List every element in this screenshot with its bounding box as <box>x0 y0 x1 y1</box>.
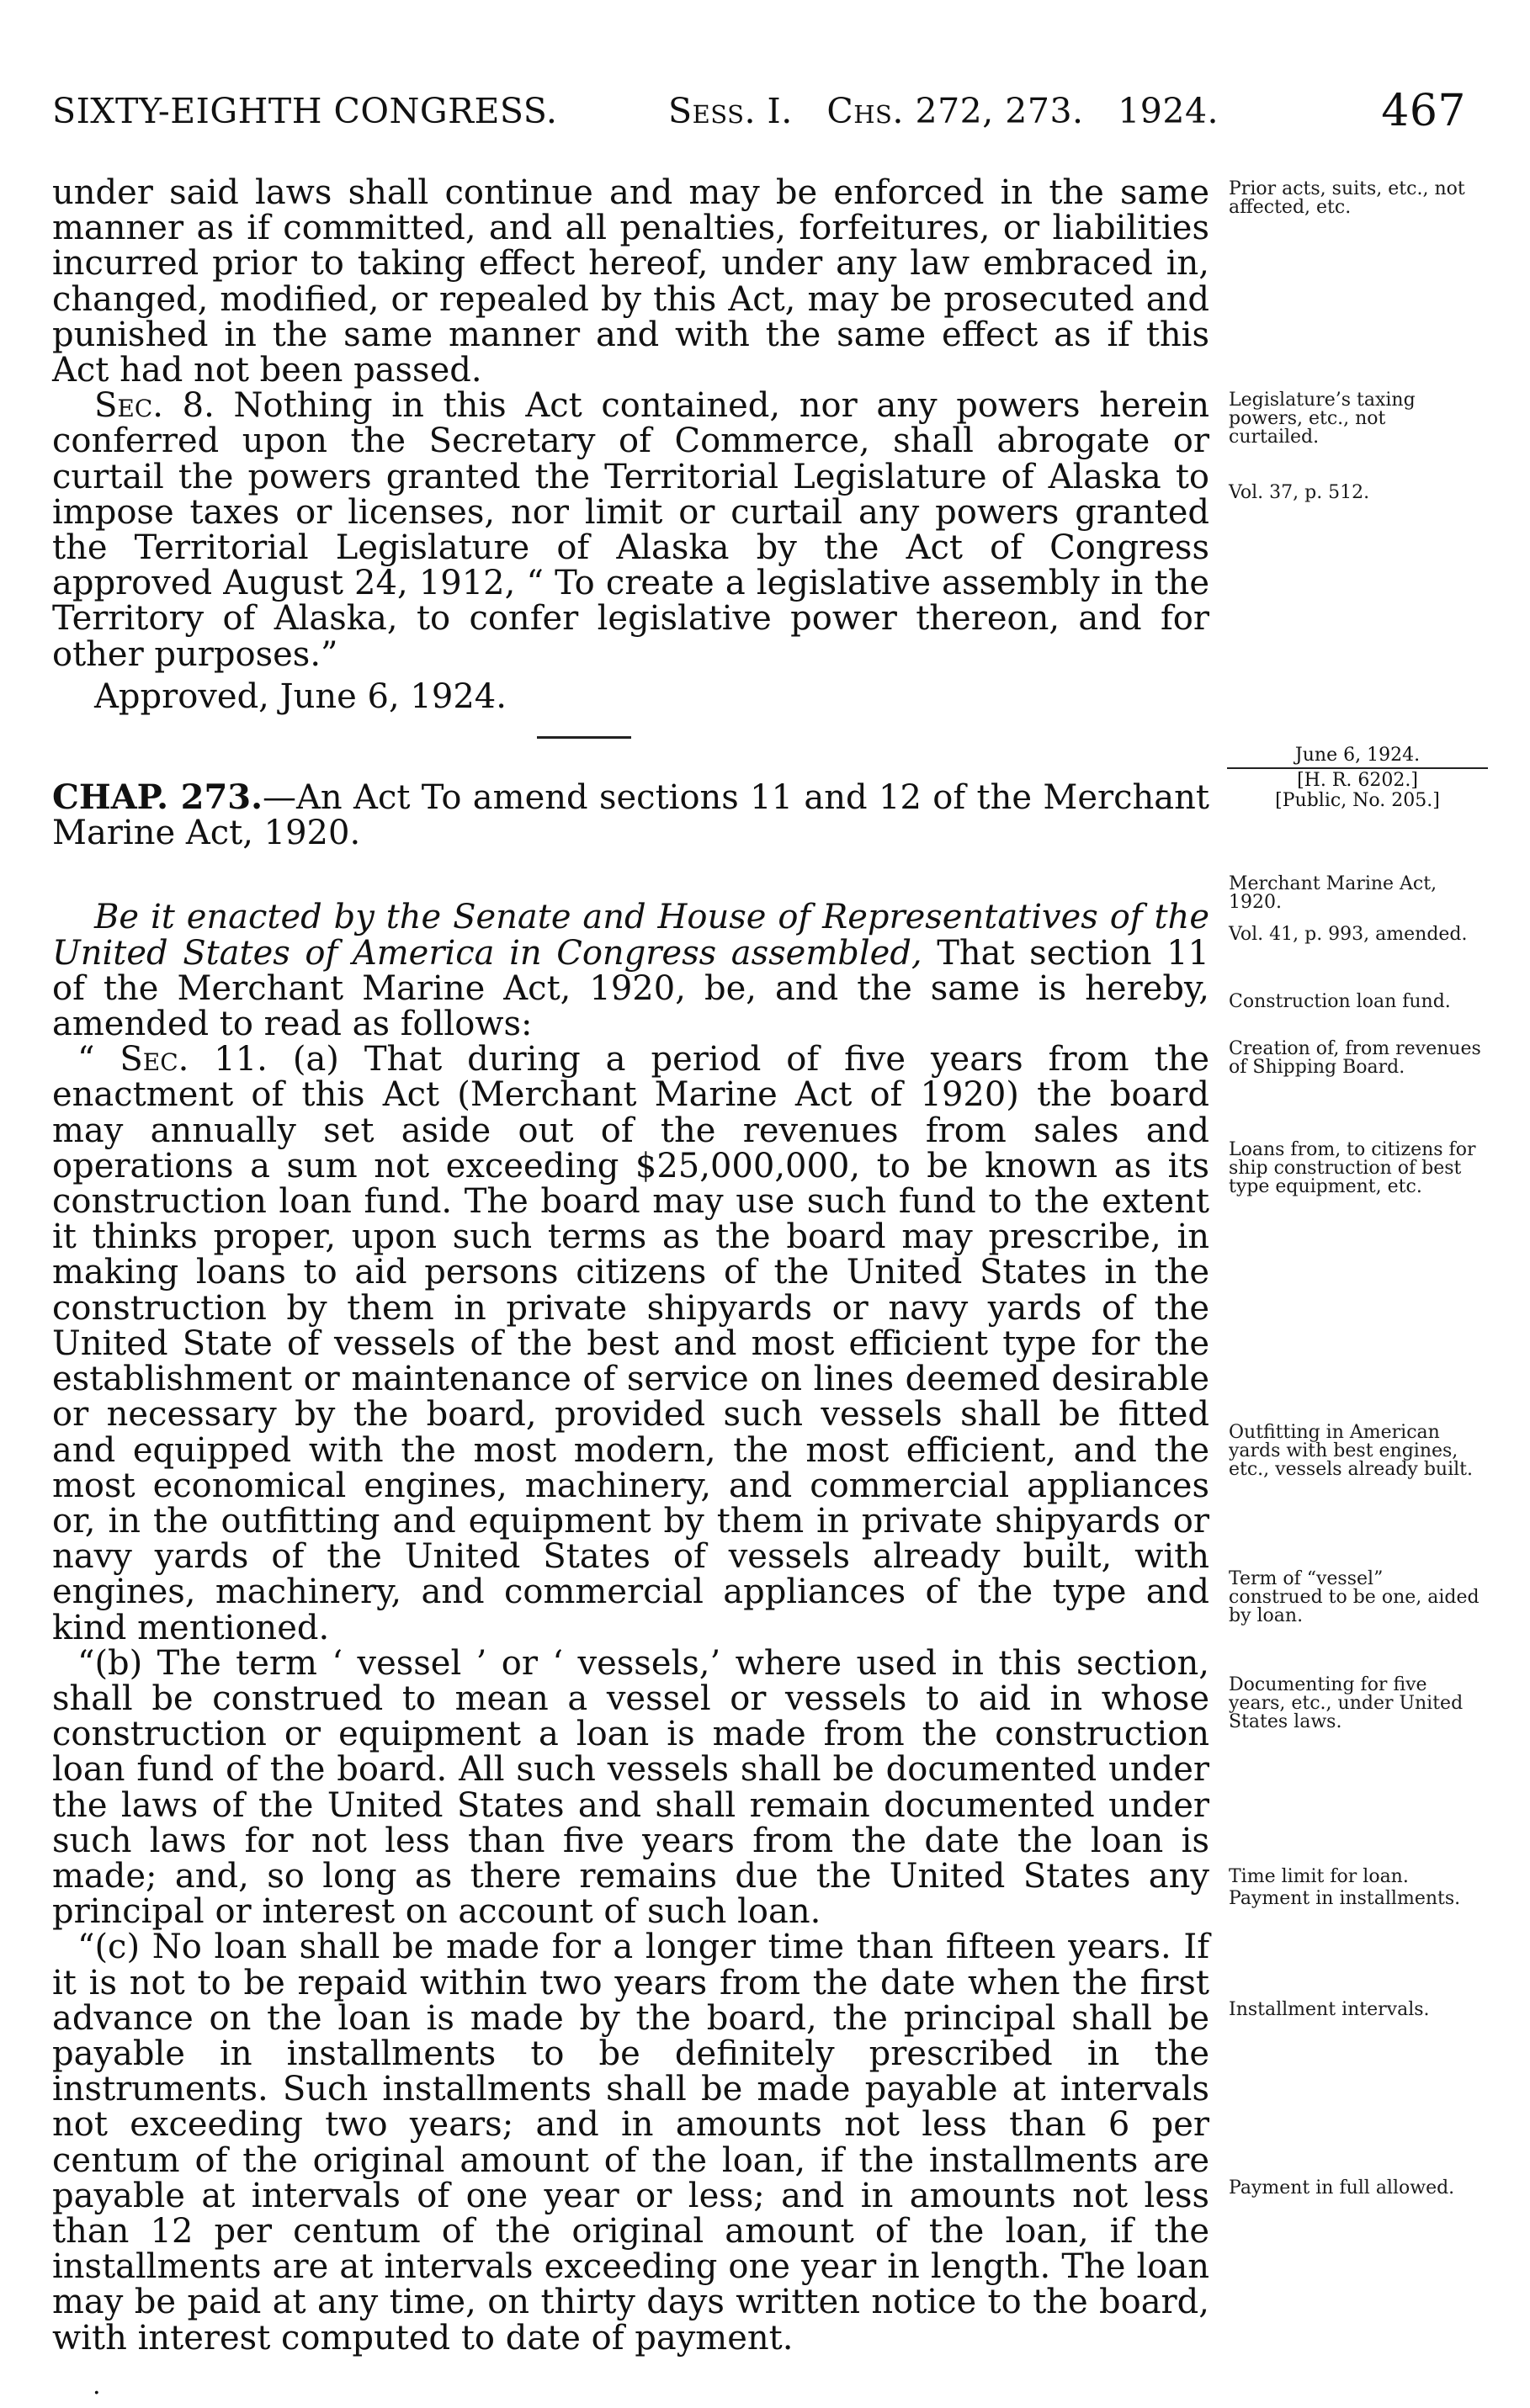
stamp-public: [Public, No. 205.] <box>1275 790 1440 811</box>
enacting-italic: Be it enacted by the Senate and House of Representatives of the United States of America in Congress assembled, <box>52 898 1209 973</box>
paragraph-continued: under said laws shall continue and may be enforced in the same manner as if committed, and all penalties, forfeitures, or liabilities incurred prior to taking effect hereof, under any law embraced in, changed, modified, or repealed by this Act, may be prosecuted and punished in the same manner and with the same effect as if this Act had not been passed. <box>52 173 1209 390</box>
session-chapters <box>668 91 1219 131</box>
chapter-spacer <box>52 714 1209 780</box>
margin-note: Prior acts, suits, etc., not affected, etc. <box>1229 178 1465 218</box>
footer-mark: . <box>93 2371 101 2400</box>
bill-stamp <box>1227 745 1488 811</box>
approval-line: Approved, June 6, 1924. <box>94 676 507 716</box>
section-8-text: Nothing in this Act contained, nor any powers herein conferred upon the Secretary of Commerce, shall abrogate or curtail the powers granted the Territorial Legislature of Alaska to impose taxes or licenses, nor limit or curtail any powers granted the Territorial Legislature of Alaska by the Act of Congress approved August 24, 1912, “ To create a legislative assembly in the Territory of Alaska, to confer legislative power thereon, and for other purposes.” <box>52 386 1210 674</box>
page-number: 467 <box>1381 86 1466 136</box>
stamp-divider <box>1227 767 1488 769</box>
stamp-bill: [H. R. 6202.] <box>1297 770 1418 791</box>
chapter-273-heading <box>52 777 1209 853</box>
section-8 <box>52 388 1209 672</box>
margin-note: Term of “vessel” construed to be one, aided by loan. <box>1229 1568 1480 1626</box>
section-11-label: “ Sec. 11. <box>77 1040 268 1079</box>
chapter-title: —An Act To amend sections 11 and 12 of the Merchant Marine Act, 1920. <box>52 778 1209 853</box>
congress-title: SIXTY-EIGHTH CONGRESS. <box>52 91 558 131</box>
margin-note: Legislature’s taxing powers, etc., not curtailed. <box>1229 390 1416 448</box>
session-label: Sess. I. <box>668 91 793 131</box>
section-11a-text: (a) That during a period of five years from the enactment of this Act (Merchant Marine Act of 1920) the board may annually set aside out of the revenues from sales and operations a sum not exceeding $25,000,000, to be known as its construction loan fund. The board may use such fund to the extent it thinks proper, upon such terms as the board may prescribe, in making loans to aid persons citizens of the United States in the construction by them in private shipyards or navy yards of the United State of vessels of the best and most efficient type for the establishment or maintenance of service on lines deemed desirable or necessary by the board, provided such vessels shall be fitted and equipped with the most modern, the most efficient, and the most economical engines, machinery, and commercial appliances or, in the outfitting and equipment by them in private shipyards or navy yards of the United States of vessels already built, with engines, machinery, and commercial appliances of the type and kind mentioned. <box>52 1040 1210 1647</box>
enacting-clause <box>52 899 1209 1042</box>
year-label: 1924. <box>1118 91 1219 131</box>
section-11c: “(c) No loan shall be made for a longer time than fifteen years. If it is not to be repaid within two years from the date when the first advance on the loan is made by the board, the principal shall be payable in installments to be definitely prescribed in the instruments. Such installments shall be made payable at intervals not exceeding two years; and in amounts not less than 6 per centum of the original amount of the loan, if the installments are payable at intervals of one year or less; and in amounts not less than 12 per centum of the original amount of the loan, if the installments are at intervals exceeding one year in length. The loan may be paid at any time, on thirty days written notice to the board, with interest computed to date of payment. <box>52 1928 1209 2358</box>
margin-note: Outfitting in American yards with best engines, etc., vessels already built. <box>1229 1422 1473 1480</box>
margin-note: Merchant Marine Act, 1920. <box>1229 873 1437 913</box>
margin-note: Payment in installments. <box>1229 1888 1461 1909</box>
chapter-label: CHAP. 273. <box>52 777 263 818</box>
margin-note: Construction loan fund. <box>1229 991 1451 1012</box>
enacting-spacer <box>52 851 1209 899</box>
section-11a <box>52 1042 1209 1645</box>
chapter-divider <box>537 736 631 739</box>
margin-note: Installment intervals. <box>1229 1999 1430 2020</box>
chapters-label: Chs. 272, 273. <box>826 91 1084 131</box>
margin-note: Vol. 37, p. 512. <box>1229 482 1370 503</box>
margin-note: Payment in full allowed. <box>1229 2177 1455 2198</box>
main-text <box>52 175 1209 2356</box>
margin-note: Time limit for loan. <box>1229 1866 1409 1887</box>
section-8-label: Sec. 8. <box>94 386 215 426</box>
margin-note: Creation of, from revenues of Shipping Board. <box>1229 1038 1481 1078</box>
margin-note: Documenting for five years, etc., under United States laws. <box>1229 1674 1464 1732</box>
margin-note: Loans from, to citizens for ship construction of best type equipment, etc. <box>1229 1139 1476 1197</box>
margin-note: Vol. 41, p. 993, amended. <box>1229 924 1468 945</box>
enacting-rest: That section 11 of the Merchant Marine Act, 1920, be, and the same is hereby, amended to read as follows: <box>52 933 1209 1044</box>
section-11b: “(b) The term ‘ vessel ’ or ‘ vessels,’ where used in this section, shall be construed to mean a vessel or vessels to aid in whose construction or equipment a loan is made from the construction loan fund of the board. All such vessels shall be documented under the laws of the United States and shall remain documented under such laws for not less than five years from the date the loan is made; and, so long as there remains due the United States any principal or interest on account of such loan. <box>52 1643 1209 1932</box>
stamp-date: June 6, 1924. <box>1294 745 1421 766</box>
